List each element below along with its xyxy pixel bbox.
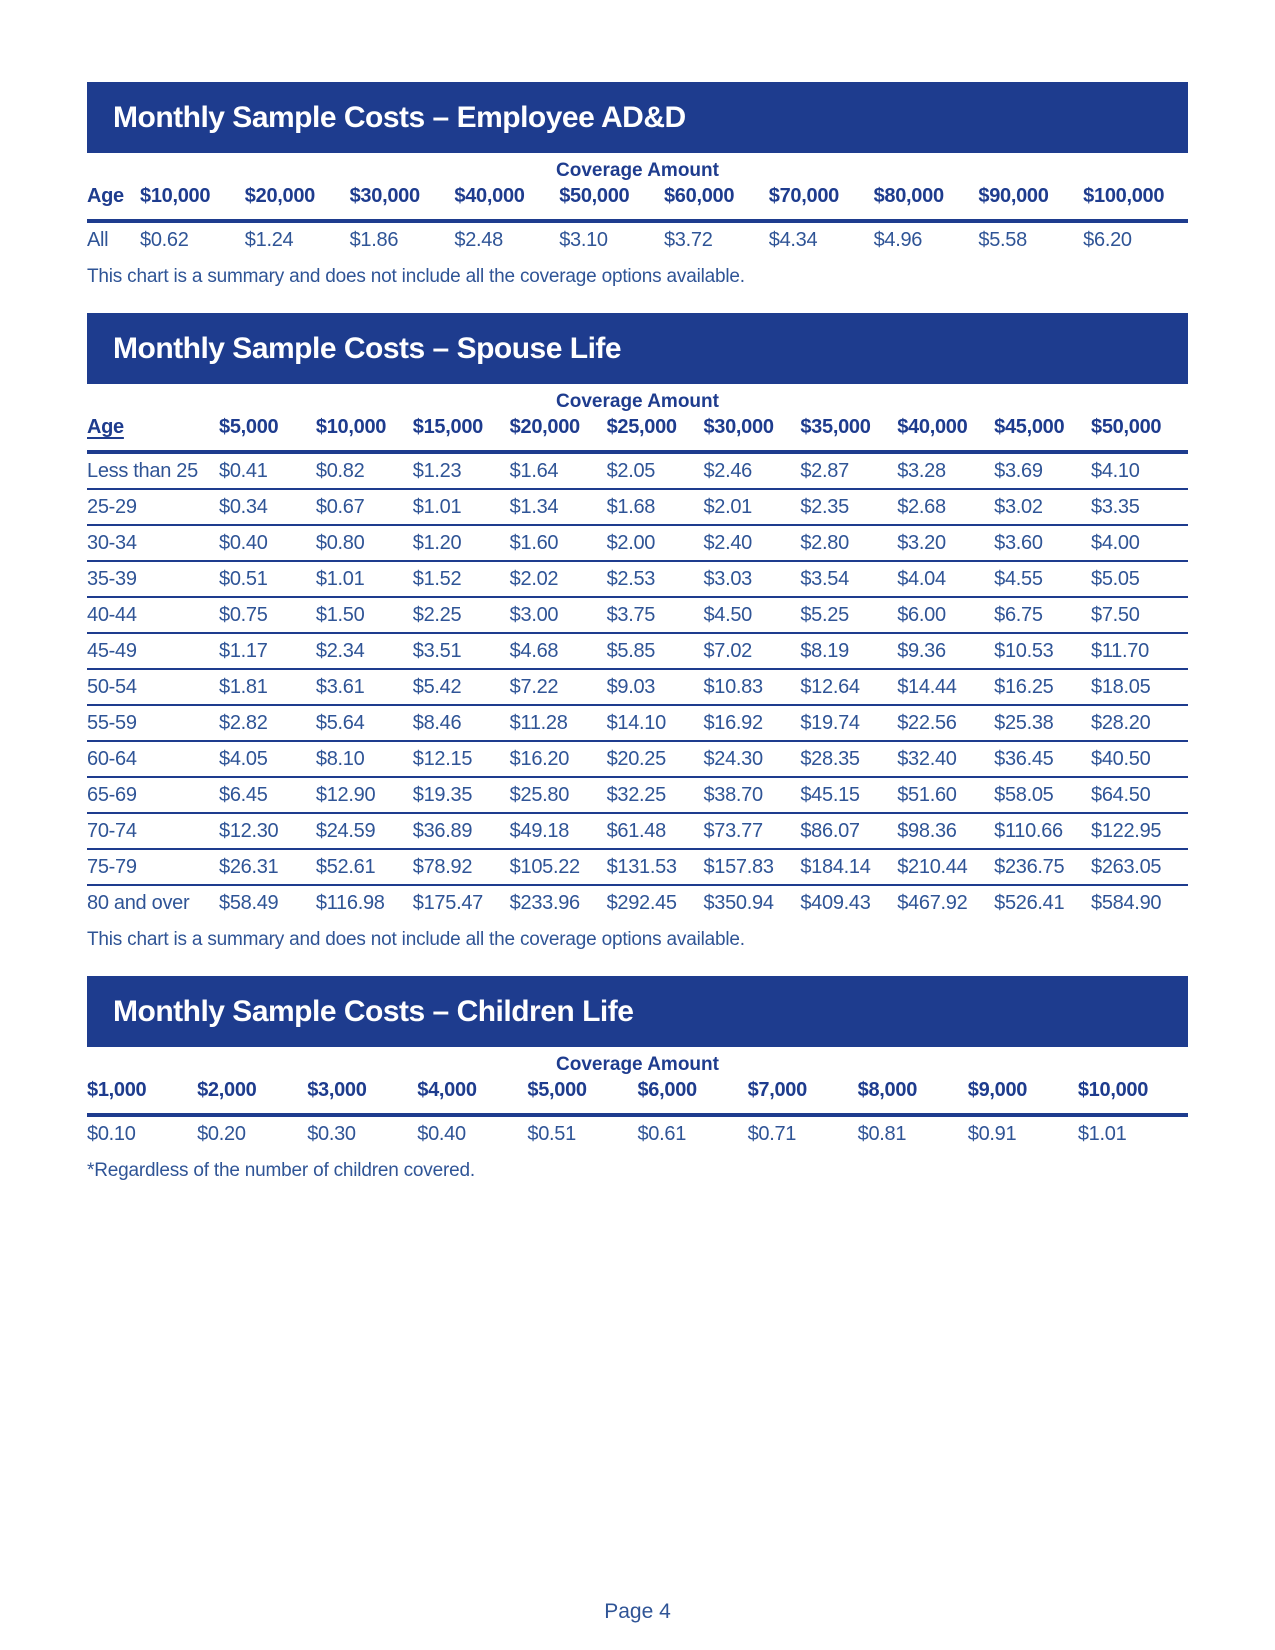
cost-cell: $3.51 bbox=[413, 633, 510, 669]
age-cell: 80 and over bbox=[87, 892, 190, 914]
cost-cell: $2.01 bbox=[703, 489, 800, 525]
cost-cell: $1.81 bbox=[219, 669, 316, 705]
cost-cell: $4.50 bbox=[703, 597, 800, 633]
cost-cell: $0.10 bbox=[87, 1123, 136, 1145]
cost-cell: $32.25 bbox=[607, 777, 704, 813]
table-header-row bbox=[87, 183, 1188, 221]
cost-cell: $36.45 bbox=[994, 741, 1091, 777]
age-cell: 25-29 bbox=[87, 489, 219, 525]
table-footnote: *Regardless of the number of children covered. bbox=[87, 1160, 475, 1181]
section-spouse-life bbox=[87, 313, 1188, 951]
table-row bbox=[87, 561, 1188, 597]
age-cell: 70-74 bbox=[87, 813, 219, 849]
cost-cell: $1.52 bbox=[413, 561, 510, 597]
cost-cell: $0.80 bbox=[316, 525, 413, 561]
cost-cell: $6.20 bbox=[1083, 229, 1132, 251]
cost-cell: $5.58 bbox=[978, 229, 1027, 251]
table-header-row bbox=[87, 1077, 1188, 1115]
coverage-column-header: $25,000 bbox=[607, 414, 704, 452]
cost-cell: $3.69 bbox=[994, 452, 1091, 489]
cost-cell: $0.51 bbox=[527, 1123, 576, 1145]
cost-cell: $175.47 bbox=[412, 892, 483, 914]
table-row bbox=[87, 705, 1188, 741]
age-column-header: Age bbox=[87, 414, 219, 452]
cost-cell: $0.71 bbox=[747, 1123, 797, 1145]
cost-cell: $6.75 bbox=[994, 597, 1091, 633]
cost-cell: $32.40 bbox=[897, 741, 994, 777]
cost-cell: $131.53 bbox=[607, 849, 704, 885]
coverage-column-header: $1,000 bbox=[87, 1077, 197, 1115]
coverage-column-header: $6,000 bbox=[637, 1077, 747, 1115]
cost-cell: $3.60 bbox=[994, 525, 1091, 561]
cost-cell: $184.14 bbox=[800, 849, 897, 885]
cost-cell: $236.75 bbox=[994, 849, 1091, 885]
cost-cell: $0.91 bbox=[967, 1123, 1017, 1145]
cost-cell: $4.04 bbox=[897, 561, 994, 597]
section-title-bar bbox=[87, 976, 1188, 1047]
coverage-amount-label: Coverage Amount bbox=[556, 1054, 719, 1075]
cost-cell: $526.41 bbox=[994, 892, 1065, 914]
section-employee-add bbox=[87, 82, 1188, 288]
cost-cell: $7.22 bbox=[510, 669, 607, 705]
cost-cell: $3.20 bbox=[897, 525, 994, 561]
age-cell: All bbox=[87, 229, 109, 251]
cost-cell: $0.34 bbox=[219, 489, 316, 525]
coverage-column-header: $10,000 bbox=[316, 414, 413, 452]
age-cell: 45-49 bbox=[87, 633, 219, 669]
cost-cell: $2.53 bbox=[607, 561, 704, 597]
cost-cell: $0.75 bbox=[219, 597, 316, 633]
age-cell: 55-59 bbox=[87, 705, 219, 741]
cost-cell: $0.62 bbox=[140, 229, 189, 251]
cost-cell: $14.10 bbox=[607, 705, 704, 741]
cost-cell: $61.48 bbox=[607, 813, 704, 849]
age-cell: 40-44 bbox=[87, 597, 219, 633]
cost-cell: $2.87 bbox=[800, 452, 897, 489]
coverage-column-header: $5,000 bbox=[527, 1077, 637, 1115]
cost-cell: $1.64 bbox=[510, 452, 607, 489]
section-title-bar bbox=[87, 313, 1188, 384]
table-row bbox=[87, 669, 1188, 705]
coverage-column-header: $20,000 bbox=[245, 183, 350, 221]
age-column-header: Age bbox=[87, 183, 140, 221]
cost-cell: $58.49 bbox=[219, 892, 279, 914]
spouse-life-table bbox=[87, 414, 1188, 920]
cost-cell: $73.77 bbox=[703, 813, 800, 849]
cost-cell: $0.30 bbox=[307, 1123, 356, 1145]
table-row bbox=[87, 221, 1188, 257]
cost-cell: $467.92 bbox=[897, 892, 968, 914]
age-cell: 60-64 bbox=[87, 741, 219, 777]
cost-cell: $0.67 bbox=[316, 489, 413, 525]
cost-cell: $40.50 bbox=[1091, 741, 1188, 777]
cost-cell: $7.50 bbox=[1091, 597, 1188, 633]
cost-cell: $8.46 bbox=[413, 705, 510, 741]
cost-cell: $1.17 bbox=[219, 633, 316, 669]
cost-cell: $2.82 bbox=[219, 705, 316, 741]
cost-cell: $86.07 bbox=[800, 813, 897, 849]
table-header-row bbox=[87, 414, 1188, 452]
cost-cell: $5.05 bbox=[1091, 561, 1188, 597]
cost-cell: $3.00 bbox=[510, 597, 607, 633]
cost-cell: $2.02 bbox=[510, 561, 607, 597]
cost-cell: $1.23 bbox=[413, 452, 510, 489]
cost-cell: $0.51 bbox=[219, 561, 316, 597]
coverage-column-header: $40,000 bbox=[454, 183, 559, 221]
cost-cell: $98.36 bbox=[897, 813, 994, 849]
cost-cell: $5.25 bbox=[800, 597, 897, 633]
coverage-amount-label: Coverage Amount bbox=[556, 391, 719, 412]
cost-cell: $16.92 bbox=[703, 705, 800, 741]
cost-cell: $36.89 bbox=[413, 813, 510, 849]
cost-cell: $4.00 bbox=[1091, 525, 1188, 561]
cost-cell: $64.50 bbox=[1091, 777, 1188, 813]
coverage-column-header: $7,000 bbox=[748, 1077, 858, 1115]
cost-cell: $1.34 bbox=[510, 489, 607, 525]
cost-cell: $6.00 bbox=[897, 597, 994, 633]
cost-cell: $1.01 bbox=[1077, 1123, 1127, 1145]
table-row bbox=[87, 597, 1188, 633]
cost-cell: $116.98 bbox=[315, 892, 385, 914]
cost-cell: $52.61 bbox=[316, 849, 413, 885]
coverage-column-header: $8,000 bbox=[858, 1077, 968, 1115]
cost-cell: $2.48 bbox=[454, 229, 503, 251]
cost-cell: $4.05 bbox=[219, 741, 316, 777]
coverage-column-header: $15,000 bbox=[413, 414, 510, 452]
cost-cell: $1.60 bbox=[510, 525, 607, 561]
coverage-column-header: $35,000 bbox=[800, 414, 897, 452]
cost-cell: $25.80 bbox=[510, 777, 607, 813]
cost-cell: $3.54 bbox=[800, 561, 897, 597]
section-children-life bbox=[87, 976, 1188, 1182]
cost-cell: $4.68 bbox=[510, 633, 607, 669]
age-cell: 35-39 bbox=[87, 561, 219, 597]
cost-cell: $38.70 bbox=[703, 777, 800, 813]
coverage-amount-label: Coverage Amount bbox=[556, 160, 719, 181]
table-row bbox=[87, 489, 1188, 525]
age-cell: 30-34 bbox=[87, 525, 219, 561]
section-title: Monthly Sample Costs – Children Life bbox=[113, 994, 634, 1028]
age-cell: Less than 25 bbox=[87, 452, 219, 489]
cost-cell: $24.59 bbox=[316, 813, 413, 849]
cost-cell: $8.19 bbox=[800, 633, 897, 669]
cost-cell: $3.72 bbox=[663, 229, 713, 251]
cost-cell: $0.41 bbox=[219, 452, 316, 489]
cost-cell: $1.01 bbox=[316, 561, 413, 597]
cost-cell: $4.96 bbox=[873, 229, 923, 251]
table-row bbox=[87, 849, 1188, 885]
cost-cell: $19.74 bbox=[800, 705, 897, 741]
table-row bbox=[87, 741, 1188, 777]
coverage-column-header: $20,000 bbox=[510, 414, 607, 452]
coverage-column-header: $10,000 bbox=[1078, 1077, 1188, 1115]
cost-cell: $58.05 bbox=[994, 777, 1091, 813]
cost-cell: $3.61 bbox=[316, 669, 413, 705]
cost-cell: $350.94 bbox=[703, 892, 774, 914]
coverage-column-header: $2,000 bbox=[197, 1077, 307, 1115]
cost-cell: $51.60 bbox=[897, 777, 994, 813]
coverage-column-header: $3,000 bbox=[307, 1077, 417, 1115]
cost-cell: $1.86 bbox=[349, 229, 399, 251]
cost-cell: $12.90 bbox=[316, 777, 413, 813]
cost-cell: $157.83 bbox=[703, 849, 800, 885]
cost-cell: $26.31 bbox=[219, 849, 316, 885]
cost-cell: $11.70 bbox=[1091, 633, 1188, 669]
cost-cell: $20.25 bbox=[607, 741, 704, 777]
coverage-column-header: $45,000 bbox=[994, 414, 1091, 452]
coverage-column-header: $30,000 bbox=[703, 414, 800, 452]
cost-cell: $263.05 bbox=[1091, 849, 1188, 885]
cost-cell: $7.02 bbox=[703, 633, 800, 669]
coverage-column-header: $10,000 bbox=[140, 183, 245, 221]
cost-cell: $12.15 bbox=[413, 741, 510, 777]
coverage-column-header: $80,000 bbox=[874, 183, 979, 221]
coverage-column-header: $40,000 bbox=[897, 414, 994, 452]
cost-cell: $2.35 bbox=[800, 489, 897, 525]
table-row bbox=[87, 777, 1188, 813]
cost-cell: $0.81 bbox=[857, 1123, 907, 1145]
age-cell: 50-54 bbox=[87, 669, 219, 705]
coverage-column-header: $70,000 bbox=[769, 183, 874, 221]
cost-cell: $0.61 bbox=[637, 1123, 687, 1145]
table-row bbox=[87, 1115, 1188, 1151]
cost-cell: $110.66 bbox=[994, 813, 1091, 849]
cost-cell: $2.34 bbox=[316, 633, 413, 669]
cost-cell: $292.45 bbox=[606, 892, 677, 914]
page-number: Page 4 bbox=[604, 1600, 671, 1623]
cost-cell: $3.75 bbox=[607, 597, 704, 633]
cost-cell: $16.25 bbox=[994, 669, 1091, 705]
cost-cell: $4.10 bbox=[1091, 452, 1188, 489]
cost-cell: $5.85 bbox=[607, 633, 704, 669]
cost-cell: $409.43 bbox=[800, 892, 871, 914]
cost-cell: $9.03 bbox=[607, 669, 704, 705]
cost-cell: $3.35 bbox=[1091, 489, 1188, 525]
coverage-column-header: $50,000 bbox=[559, 183, 664, 221]
cost-cell: $2.46 bbox=[703, 452, 800, 489]
children-life-table bbox=[87, 1077, 1188, 1151]
cost-cell: $1.20 bbox=[413, 525, 510, 561]
table-row bbox=[87, 813, 1188, 849]
cost-cell: $45.15 bbox=[800, 777, 897, 813]
page-content bbox=[87, 82, 1188, 1182]
cost-cell: $6.45 bbox=[219, 777, 316, 813]
cost-cell: $2.68 bbox=[897, 489, 994, 525]
cost-cell: $2.40 bbox=[703, 525, 800, 561]
table-row bbox=[87, 885, 1188, 920]
section-title-bar bbox=[87, 82, 1188, 153]
cost-cell: $0.82 bbox=[316, 452, 413, 489]
cost-cell: $1.68 bbox=[607, 489, 704, 525]
cost-cell: $78.92 bbox=[413, 849, 510, 885]
age-cell: 65-69 bbox=[87, 777, 219, 813]
cost-cell: $28.20 bbox=[1091, 705, 1188, 741]
cost-cell: $122.95 bbox=[1091, 813, 1188, 849]
cost-cell: $3.10 bbox=[559, 229, 608, 251]
cost-cell: $8.10 bbox=[316, 741, 413, 777]
cost-cell: $4.34 bbox=[768, 229, 818, 251]
cost-cell: $584.90 bbox=[1091, 892, 1162, 914]
cost-cell: $2.05 bbox=[607, 452, 704, 489]
coverage-column-header: $60,000 bbox=[664, 183, 769, 221]
cost-cell: $5.42 bbox=[413, 669, 510, 705]
cost-cell: $11.28 bbox=[510, 705, 607, 741]
cost-cell: $3.02 bbox=[994, 489, 1091, 525]
cost-cell: $18.05 bbox=[1091, 669, 1188, 705]
cost-cell: $12.64 bbox=[800, 669, 897, 705]
coverage-column-header: $4,000 bbox=[417, 1077, 527, 1115]
cost-cell: $24.30 bbox=[703, 741, 800, 777]
cost-cell: $1.50 bbox=[316, 597, 413, 633]
cost-cell: $210.44 bbox=[897, 849, 994, 885]
cost-cell: $9.36 bbox=[897, 633, 994, 669]
section-title: Monthly Sample Costs – Spouse Life bbox=[113, 331, 622, 365]
table-note: This chart is a summary and does not include all the coverage options available. bbox=[87, 266, 745, 287]
cost-cell: $16.20 bbox=[510, 741, 607, 777]
cost-cell: $49.18 bbox=[510, 813, 607, 849]
table-row bbox=[87, 525, 1188, 561]
table-note: This chart is a summary and does not include all the coverage options available. bbox=[87, 929, 745, 950]
section-title: Monthly Sample Costs – Employee AD&D bbox=[113, 100, 686, 134]
cost-cell: $2.00 bbox=[607, 525, 704, 561]
employee-add-table bbox=[87, 183, 1188, 257]
cost-cell: $233.96 bbox=[509, 892, 580, 914]
cost-cell: $1.01 bbox=[413, 489, 510, 525]
coverage-column-header: $100,000 bbox=[1083, 183, 1188, 221]
cost-cell: $2.80 bbox=[800, 525, 897, 561]
cost-cell: $28.35 bbox=[800, 741, 897, 777]
cost-cell: $2.25 bbox=[413, 597, 510, 633]
cost-cell: $22.56 bbox=[897, 705, 994, 741]
coverage-column-header: $50,000 bbox=[1091, 414, 1188, 452]
table-row bbox=[87, 633, 1188, 669]
cost-cell: $4.55 bbox=[994, 561, 1091, 597]
cost-cell: $25.38 bbox=[994, 705, 1091, 741]
cost-cell: $14.44 bbox=[897, 669, 994, 705]
cost-cell: $105.22 bbox=[510, 849, 607, 885]
table-row bbox=[87, 452, 1188, 489]
coverage-column-header: $90,000 bbox=[978, 183, 1083, 221]
cost-cell: $3.28 bbox=[897, 452, 994, 489]
cost-cell: $10.53 bbox=[994, 633, 1091, 669]
cost-cell: $19.35 bbox=[413, 777, 510, 813]
cost-cell: $0.40 bbox=[417, 1123, 466, 1145]
cost-cell: $5.64 bbox=[316, 705, 413, 741]
cost-cell: $10.83 bbox=[703, 669, 800, 705]
age-cell: 75-79 bbox=[87, 849, 219, 885]
cost-cell: $0.20 bbox=[197, 1123, 246, 1145]
cost-cell: $1.24 bbox=[244, 229, 294, 251]
coverage-column-header: $5,000 bbox=[219, 414, 316, 452]
coverage-column-header: $30,000 bbox=[350, 183, 455, 221]
cost-cell: $3.03 bbox=[703, 561, 800, 597]
cost-cell: $0.40 bbox=[219, 525, 316, 561]
cost-cell: $12.30 bbox=[219, 813, 316, 849]
coverage-column-header: $9,000 bbox=[968, 1077, 1078, 1115]
